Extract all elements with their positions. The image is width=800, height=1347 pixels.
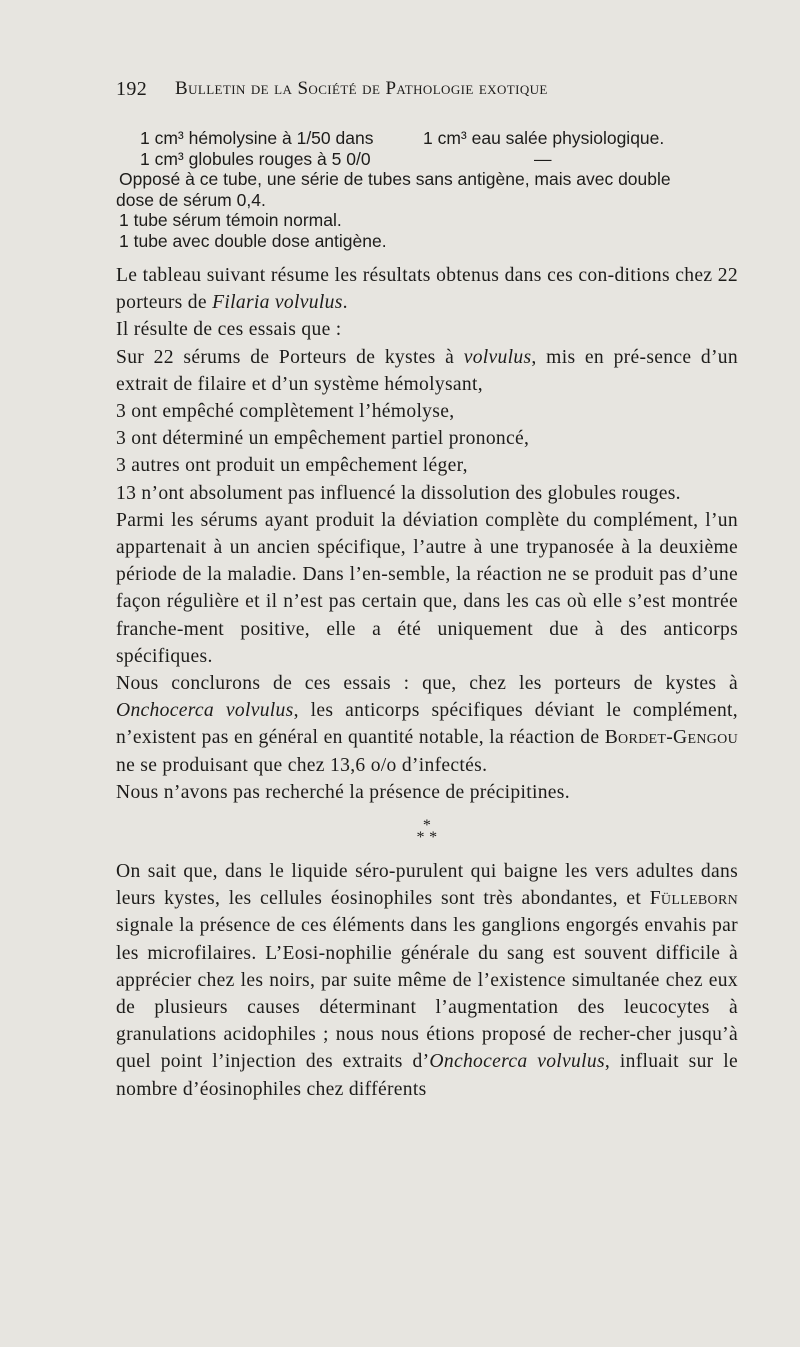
section-break: * * *: [416, 817, 438, 847]
protocol-line: 1 cm³ hémolysine à 1/50 dans 1 cm³ eau salée physiologique.: [140, 128, 665, 148]
protocol-line: 1 tube sérum témoin normal.: [119, 210, 342, 230]
result-item: 3 autres ont produit un empêchement léger,: [116, 455, 468, 477]
paragraph: Il résulte de ces essais que :: [116, 319, 342, 341]
paragraph: Nous n’avons pas recherché la présence de précipitines.: [116, 781, 570, 803]
result-item: 13 n’ont absolument pas influencé la dissolution des globules rouges.: [116, 482, 681, 504]
result-item: 3 ont empêché complètement l’hémolyse,: [116, 401, 455, 423]
journal-title: Bulletin de la Société de Pathologie exotique: [175, 78, 548, 99]
protocol-line: 1 cm³ globules rouges à 5 0/0 —: [140, 148, 552, 169]
protocol-line: dose de sérum 0,4.: [116, 189, 266, 210]
protocol-list: [116, 128, 746, 251]
protocol-line: Opposé à ce tube, une série de tubes sans antigène, mais avec double: [119, 169, 671, 189]
body-text: [116, 262, 738, 1103]
result-item: 3 ont déterminé un empêchement partiel prononcé,: [116, 428, 530, 450]
paragraph: Le tableau suivant résume les résultats obtenus dans ces con-ditions chez 22 porteurs de Filaria volvulus.: [116, 265, 738, 314]
paragraph: Parmi les sérums ayant produit la déviation complète du complément, l’un appartenait à un ancien spécifique, l’autre à une trypanosée à la deuxième période de la maladie. Dans l’en-semble, la réaction ne se produit pas d’une façon régulière et il n’est pas certain que, dans les cas où elle s’est montrée franche-ment positive, elle a été uniquement due à des anticorps spécifiques.: [116, 509, 738, 667]
paragraph: Sur 22 sérums de Porteurs de kystes à volvulus, mis en pré-sence d’un extrait de filaire et d’un système hémolysant,: [116, 346, 738, 395]
page-number: 192: [116, 78, 148, 100]
paragraph: Nous conclurons de ces essais : que, chez les porteurs de kystes à Onchocerca volvulus, les anticorps spécifiques déviant le complément, n’existent pas en général en quantité notable, la réaction de Bordet-Gengou ne se produisant que chez 13,6 o/o d’infectés.: [116, 673, 738, 776]
protocol-line: 1 tube avec double dose antigène.: [119, 230, 387, 251]
paragraph: On sait que, dans le liquide séro-purulent qui baigne les vers adultes dans leurs kystes, les cellules éosinophiles sont très abondantes, et Fülleborn signale la présence de ces éléments dans les ganglions engorgés envahis par les microfilaires. L’Eosi-nophilie générale du sang est souvent difficile à apprécier chez les noirs, par suite même de l’existence simultanée chez eux de plusieurs causes déterminant l’augmentation des leucocytes à granulations acidophiles ; nous nous étions proposé de recher-cher jusqu’à quel point l’injection des extraits d’Onchocerca volvulus, influait sur le nombre d’éosinophiles chez différents: [116, 861, 739, 1100]
